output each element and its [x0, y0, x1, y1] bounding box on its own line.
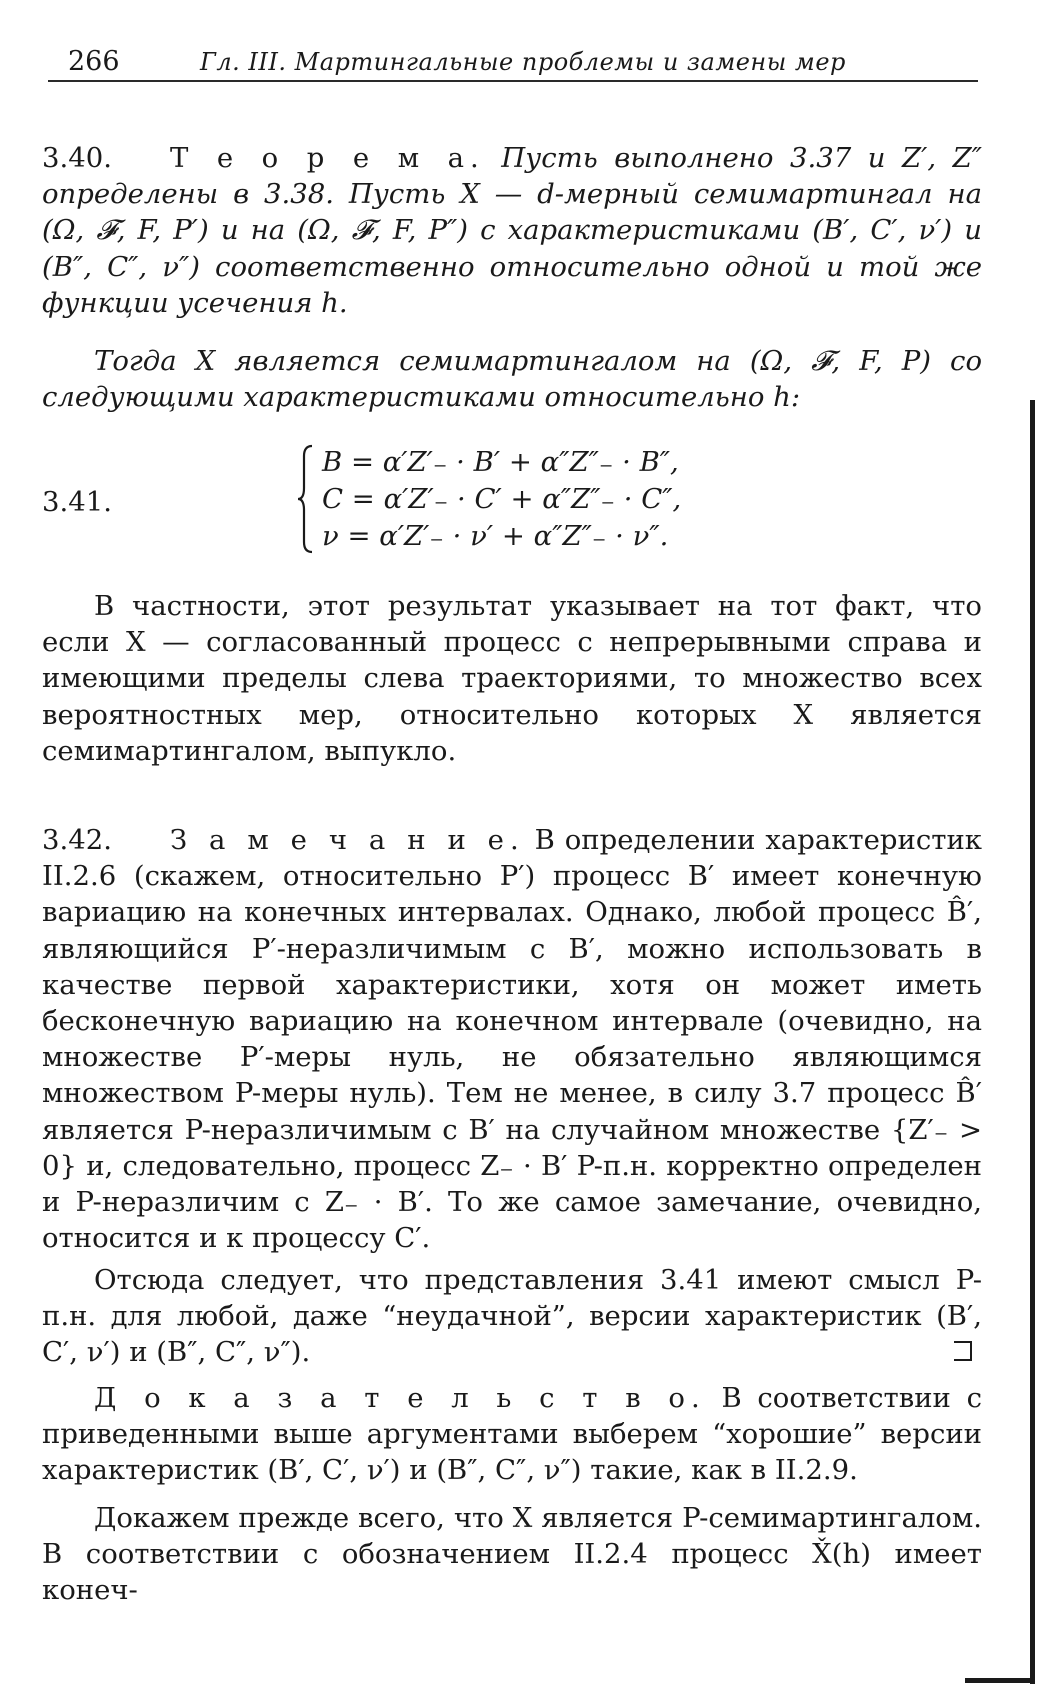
equation-line-b: B = α′Z′₋ · B′ + α″Z″₋ · B″,: [322, 446, 679, 478]
end-of-remark-icon: [954, 1341, 972, 1361]
left-brace-icon: [296, 444, 316, 554]
remark-body: В определении характеристик II.2.6 (скажем, относительно P′) процесс B′ имеет конечную вариацию на конечных интервалах. Однако, любой процесс B̂′, являющийся P′-неразличимым с B′, можно использовать в качестве первой характеристики, хотя он может иметь бесконечную вариацию на конечном интервале (очевидно, на множестве P′-меры нуль, не обязательно являющимся множеством P-меры нуль). Тем не менее, в силу 3.7 процесс B̂′ является P-неразличимым с B′ на случайном множестве {Z′₋ > 0} и, следовательно, процесс Z₋ · B′ P-п.н. корректно определен и P-неразличим с Z₋ · B′. То же самое замечание, очевидно, относится и к процессу C′.: [42, 824, 982, 1255]
page-number: 266: [68, 46, 120, 77]
remark-heading: З а м е ч а н и е.: [170, 824, 525, 856]
page-edge-bottom: [965, 1678, 1035, 1683]
equation-line-c: C = α′Z′₋ · C′ + α″Z″₋ · C″,: [322, 483, 682, 515]
proof-next-paragraph: Докажем прежде всего, что X является P-семимартингалом. В соответствии с обозначением II.2.4 процесс X̌(h) имеет конеч-: [42, 1502, 982, 1607]
remark: [42, 822, 982, 1256]
theorem-body: Пусть выполнено 3.37 и Z′, Z″ определены в 3.38. Пусть X — d-мерный семимартингал на (Ω, 𝓕, F, P′) и на (Ω, 𝓕, F, P″) с характеристиками (B′, C′, ν′) и (B″, C″, ν″) соответственно относительно одной и той же функции усечения h.: [42, 142, 982, 319]
remark-followup: Отсюда следует, что представления 3.41 имеют смысл P-п.н. для любой, даже “неудачной”, версии характеристик (B′, C′, ν′) и (B″, C″, ν″).: [42, 1264, 982, 1369]
theorem-number: 3.40.: [42, 142, 112, 174]
header-rule: [48, 80, 978, 82]
equation-number: 3.41.: [42, 486, 112, 518]
equation-system: [322, 444, 681, 555]
equation-line-nu: ν = α′Z′₋ · ν′ + α″Z″₋ · ν″.: [322, 520, 669, 552]
proof-body: В соответствии с приведенными выше аргументами выберем “хорошие” версии характеристик (B′, C′, ν′) и (B″, C″, ν″) такие, как в II.2.9.: [42, 1382, 982, 1487]
paragraph-convexity: В частности, этот результат указывает на тот факт, что если X — согласованный процесс с непрерывными справа и имеющими пределы слева траекториями, то множество всех вероятностных мер, относительно которых X является семимартингалом, выпукло.: [42, 590, 982, 767]
proof-heading: Д о к а з а т е л ь с т в о.: [94, 1382, 706, 1414]
proof-start: [42, 1380, 982, 1489]
remark-number: 3.42.: [42, 824, 112, 856]
theorem-conclusion: Тогда X является семимартингалом на (Ω, 𝓕, F, P) со следующими характеристиками относительно h:: [42, 345, 982, 414]
theorem-heading: Т е о р е м а.: [170, 142, 485, 174]
page-edge-bar: [1030, 400, 1035, 1684]
running-header: [48, 44, 988, 80]
chapter-title: Гл. III. Мартингальные проблемы и замены мер: [200, 48, 846, 76]
theorem-statement: [42, 140, 982, 321]
